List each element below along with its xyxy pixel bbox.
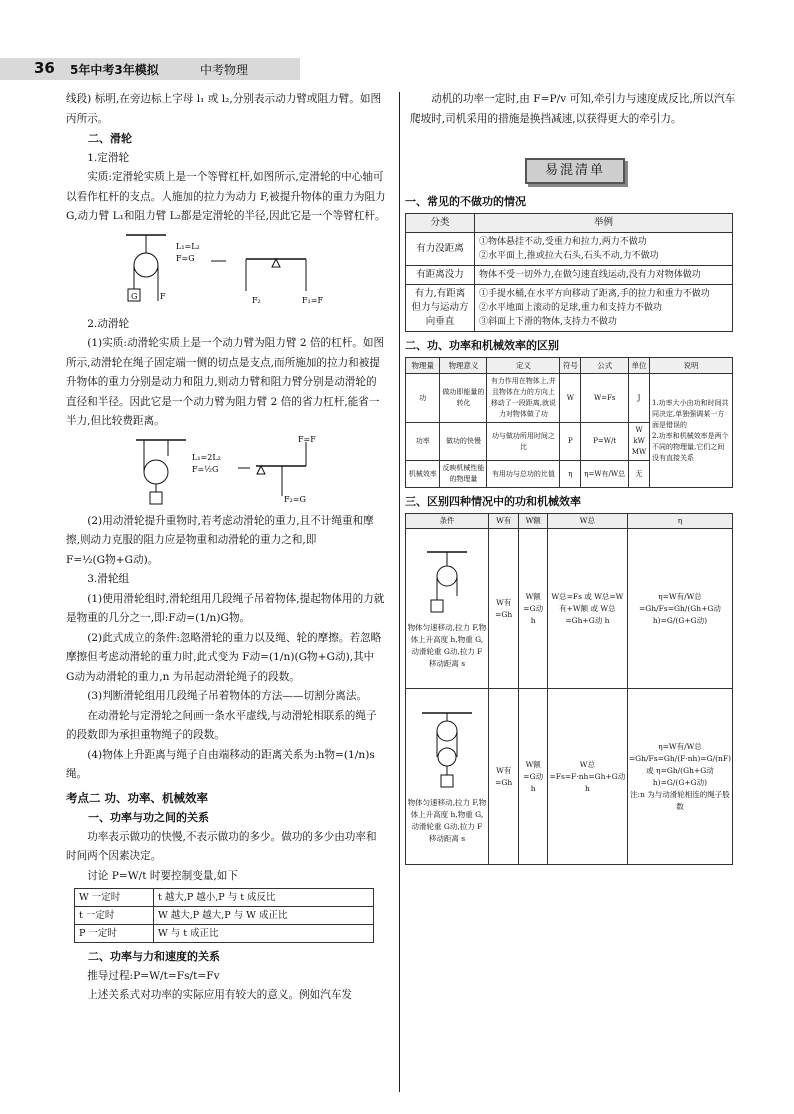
confusion-list-badge: 易混清单 [525,158,625,184]
paragraph: 推导过程:P=W/t=Fs/t=Fv [87,969,220,982]
paragraph: (2)用动滑轮提升重物时,若考虑动滑轮的重力,且不计绳重和摩擦,则动力克服的阻力应是物重和动滑轮的重力之和,即 [66,514,374,546]
paragraph: 实质:定滑轮实质上是一个等臂杠杆,如图所示,定滑轮的中心轴可以看作杠杆的支点。人施加的拉力为动力 F,被提升物体的重力为阻力 G,动力臂 L₁和阻力臂 L₂都是定滑轮的半径,因此它是一个等臂杠杆。 [66,171,386,222]
table-row: 物体匀速移动,拉力 F,物体上升高度 h,物重 G,动滑轮重 G动,拉力 F 移动距离 s W有=Gh W额=G动 h W总=Fs=F·nh=Gh+G动 h η=W有/W总=Gh/Fs=Gh/(F·nh)=G/(nF) 或 η=Gh/(Gh+G动 h)=G/(G+G动) 注:n 为与动滑轮相连的绳子股数 [406,689,733,865]
section-heading: 二、滑轮 [88,132,132,145]
right-column-body [405,190,735,865]
fixed-pulley-figure [126,231,326,311]
subheading: 1.定滑轮 [87,151,130,164]
table-row: 物体匀速移动,拉力 F,物体上升高度 h,物重 G,动滑轮重 G动,拉力 F 移动距离 s W有=Gh W额=G动 h W总=Fs 或 W总=W有+W额 或 W总=Gh+G动 h η=W有/W总=Gh/Fs=Gh/(Gh+G动 h)=G/(G+G动) [406,529,733,689]
label-l1: L₁=L₂ [176,241,200,251]
section-heading: 二、功、功率和机械效率的区别 [405,339,559,352]
condition-cell [406,529,489,689]
four-cases-table [405,513,733,865]
table-row: t 一定时 W 越大,P 越大,P 与 W 成正比 [75,907,374,925]
section-heading: 三、区别四种情况中的功和机械效率 [405,495,581,508]
table-header: 分类 举例 [406,214,733,233]
paragraph: 线段) 标明,在旁边标上字母 l₁ 或 l₂,分别表示动力臂或阻力臂。如图丙所示。 [66,93,382,125]
table-row: P 一定时 W 与 t 成正比 [75,925,374,943]
single-pulley-diagram [417,548,477,618]
power-control-table [74,888,374,943]
paragraph: (1)使用滑轮组时,滑轮组用几段绳子吊着物体,提起物体用的力就是物重的几分之一,即:F动=(1/n)G物。 [66,592,385,624]
paragraph: 功率表示做功的快慢,不表示做功的多少。做功的多少由功率和时间两个因素决定。 [66,830,377,862]
paragraph: 讨论 P=W/t 时要控制变量,如下 [87,869,238,882]
label-l: L₁=2L₂ [192,452,221,462]
left-column [66,90,386,1006]
paragraph: 上述关系式对功率的实际应用有较大的意义。例如汽车发 [87,989,353,1001]
section-heading: 考点二 功、功率、机械效率 [66,790,209,805]
subheading: 2.动滑轮 [87,317,130,330]
table-row: 有距离没力 物体不受一切外力,在做匀速直线运动,没有力对物体做功 [406,266,733,285]
work-power-efficiency-table [405,357,733,488]
label-f-half: F=½G [192,464,219,474]
label-g: G [131,291,138,301]
moving-pulley-figure [126,436,326,508]
paragraph: (1)实质:动滑轮实质上是一个动力臂为阻力臂 2 倍的杠杆。如图所示,动滑轮在绳子固定端一侧的切点是支点,而所施加的拉力和被提升物体的重力分别是动力和阻力,则动力臂和阻力臂分别是动滑轮的直径和半径。因此它是一个动力臂为阻力臂 2 倍的省力杠杆,能省一半力,但比较费距离。 [66,337,385,427]
label-ff: F=F [298,435,316,444]
column-divider [399,92,400,1092]
paragraph: 动机的功率一定时,由 F=P/v 可知,牵引力与速度成反比,所以汽车爬坡时,司机采用的措施是换挡减速,以获得更大的牵引力。 [410,93,736,125]
page-header [0,58,794,80]
paragraph: (3)判断滑轮组用几段绳子吊着物体的方法——切割分离法。 [87,690,368,702]
subheading: 二、功率与力和速度的关系 [88,950,220,963]
table-row: 机械效率 反映机械性能的物理量 有用功与总功的比值 η η=W有/W总 无 [406,461,733,488]
paragraph: 在动滑轮与定滑轮之间画一条水平虚线,与动滑轮相联系的绳子的段数即为承担重物绳子的段数。 [66,709,377,741]
page-number: 36 [34,59,55,77]
label-fg: F=G [176,253,195,263]
paragraph: (2)此式成立的条件:忽略滑轮的重力以及绳、轮的摩擦。若忽略摩擦但考虑动滑轮的重力时,此式变为 F动=(1/n)(G物+G动),其中 G动为动滑轮的重力,n 为吊起动滑轮绳子的段数。 [66,631,382,683]
paragraph: (4)物体上升距离与绳子自由端移动的距离关系为:h物=(1/n)s绳。 [66,748,375,780]
condition-text: 物体匀速移动,拉力 F,物体上升高度 h,物重 G,动滑轮重 G动,拉力 F 移动距离 s [407,797,487,843]
table-row: 功 做功即能量的转化 有力作用在物体上,并且物体在力的方向上移动了一段距离,就说力对物体做了功 W W=Fs J 1.功率大小由功和时间共同决定,单独强调某一方面是错误的 2.功率和机械效率是两个不同的物理量,它们之间没有直接关系 [406,374,733,423]
book-title: 5年中考3年模拟 [70,63,159,77]
pulley-block-diagram [417,709,477,793]
table-header: 条件 W有 W额 W总 η [406,514,733,529]
condition-text: 物体匀速移动,拉力 F,物体上升高度 h,物重 G,动滑轮重 G动,拉力 F 移动距离 s [407,622,487,668]
table-row: W 一定时 t 越大,P 越小,P 与 t 成反比 [75,889,374,907]
table-row: 功率 做功的快慢 功与做功所用时间之比 P P=W/t W kW MW [406,423,733,461]
equation: F=½(G物+G动)。 [66,553,159,566]
label-f2: F₂ [252,295,261,305]
efficiency-cell: η=W有/W总=Gh/Fs=Gh/(F·nh)=G/(nF) 或 η=Gh/(Gh+G动 h)=G/(G+G动) 注:n 为与动滑轮相连的绳子股数 [627,689,732,865]
no-work-table [405,213,733,332]
right-column [410,90,736,129]
table-header: 物理量 物理意义 定义 符号 公式 单位 说明 [406,358,733,374]
section-heading: 一、常见的不做功的情况 [405,195,526,208]
label-f: F [160,291,166,301]
subheading: 3.滑轮组 [87,573,130,585]
subject-title: 中考物理 [200,63,249,77]
label-f2g: F₂=G [284,494,306,504]
table-row: 有力没距离 ①物体悬挂不动,受重力和拉力,两力不做功 ②水平面上,推或拉大石头,石头不动,力不做功 [406,233,733,266]
table-row: 有力,有距离但力与运动方向垂直 ①手提水桶,在水平方向移动了距离,手的拉力和重力不做功 ②水平地面上滚动的足球,重力和支持力不做功 ③斜面上下滑的物体,支持力不做功 [406,285,733,332]
label-f1: F₁=F [302,295,324,305]
condition-cell [406,689,489,865]
subheading: 一、功率与功之间的关系 [88,811,209,824]
